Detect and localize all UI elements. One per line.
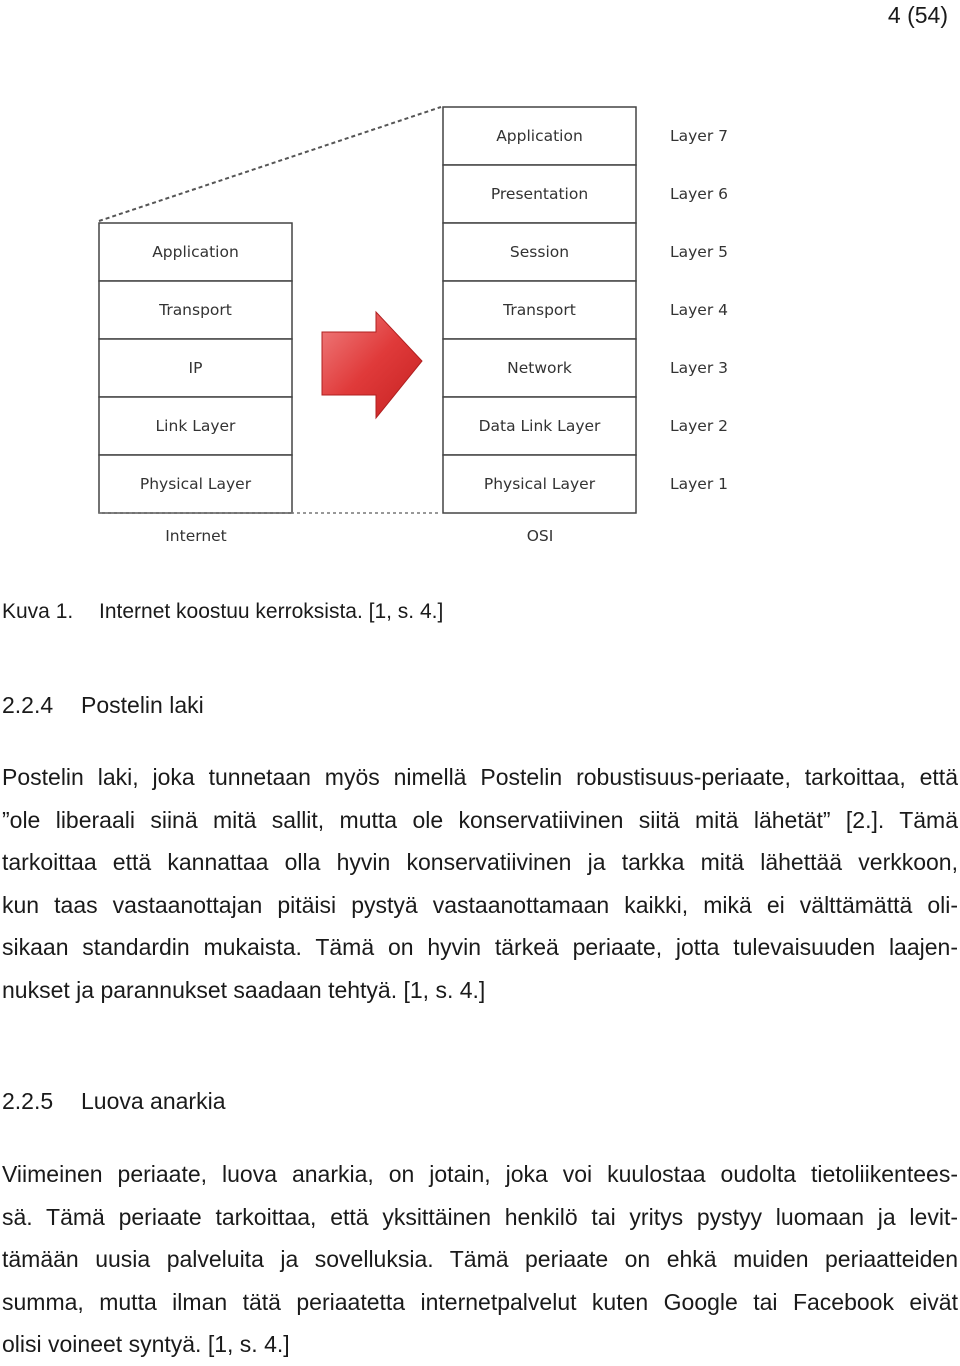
section-number: 2.2.5 bbox=[2, 1088, 54, 1114]
layer-number-label: Layer 7 bbox=[670, 127, 729, 145]
internet-layer-label: Transport bbox=[159, 301, 232, 319]
paragraph-line: nukset ja parannukset saadaan tehtyä. [1, s. 4.] bbox=[2, 976, 486, 1003]
paragraph-postelin-laki bbox=[2, 756, 958, 1012]
paragraph-line: olisi voineet syntyä. [1, s. 4.] bbox=[2, 1331, 290, 1358]
paragraph-line: Postelin laki, joka tunnetaan myös nimellä Postelin robustisuus-periaate, tarkoittaa, että bbox=[2, 764, 958, 790]
layer-number-label: Layer 6 bbox=[670, 185, 729, 203]
paragraph-line: ”ole liberaali siinä mitä sallit, mutta ole konservatiivinen siitä mitä lähetät” [2.]. Tämä bbox=[2, 806, 958, 833]
section-number: 2.2.4 bbox=[2, 692, 54, 718]
internet-label: Internet bbox=[165, 527, 227, 545]
osi-layer-label: Presentation bbox=[490, 185, 589, 203]
osi-label: OSI bbox=[526, 527, 554, 545]
dashed-connector-top bbox=[99, 107, 441, 221]
layer-number-label: Layer 3 bbox=[670, 359, 729, 377]
layer-number-label: Layer 1 bbox=[670, 475, 729, 493]
section-title: Luova anarkia bbox=[81, 1088, 226, 1114]
figure-caption bbox=[2, 600, 443, 624]
caption-text: Internet koostuu kerroksista. [1, s. 4.] bbox=[99, 600, 444, 623]
paragraph-line: sikaan standardin mukaista. Tämä on hyvin tärkeä periaate, jotta tulevaisuuden laajen- bbox=[2, 934, 958, 961]
paragraph-luova-anarkia bbox=[2, 1153, 958, 1366]
section-heading-luova-anarkia bbox=[2, 1088, 226, 1115]
layer-number-label: Layer 2 bbox=[670, 417, 729, 435]
paragraph-line: summa, mutta ilman tätä periaatetta internetpalvelut kuten Google tai Facebook eivät bbox=[2, 1288, 958, 1315]
right-arrow-icon bbox=[322, 312, 422, 418]
tcpip-osi-figure bbox=[0, 0, 960, 560]
osi-layer-label: Transport bbox=[503, 301, 576, 319]
internet-layer-label: Link Layer bbox=[155, 417, 236, 435]
paragraph-line: tämään uusia palveluita ja sovelluksia. Tämä periaate on ehkä muiden periaatteiden bbox=[2, 1246, 958, 1273]
osi-layer-label: Session bbox=[509, 243, 570, 261]
layer-number-label: Layer 5 bbox=[670, 243, 729, 261]
osi-layer-label: Application bbox=[496, 127, 583, 145]
caption-number: Kuva 1. bbox=[2, 600, 74, 623]
internet-layer-label: Application bbox=[152, 243, 239, 261]
layer-diagram bbox=[0, 0, 960, 560]
paragraph-line: Viimeinen periaate, luova anarkia, on jotain, joka voi kuulostaa oudolta tietoliikentees- bbox=[2, 1161, 958, 1187]
section-heading-postelin-laki bbox=[2, 692, 204, 719]
osi-layer-label: Physical Layer bbox=[483, 475, 596, 493]
paragraph-line: kun taas vastaanottajan pitäisi pystyä vastaanottamaan kaikki, mikä ei välttämättä oli- bbox=[2, 891, 958, 918]
page-number: 4 (54) bbox=[887, 2, 948, 28]
section-title: Postelin laki bbox=[81, 692, 204, 718]
internet-layer-label: Physical Layer bbox=[139, 475, 252, 493]
paragraph-line: tarkoittaa että kannattaa olla hyvin konservatiivinen ja tarkka mitä lähettää verkkoon, bbox=[2, 849, 958, 876]
osi-layer-label: Network bbox=[507, 359, 572, 377]
internet-layer-label: IP bbox=[188, 359, 203, 377]
osi-layer-label: Data Link Layer bbox=[478, 417, 601, 435]
layer-number-label: Layer 4 bbox=[670, 301, 729, 319]
paragraph-line: sä. Tämä periaate tarkoittaa, että yksittäinen henkilö tai yritys pystyy luomaan ja levit- bbox=[2, 1203, 958, 1230]
